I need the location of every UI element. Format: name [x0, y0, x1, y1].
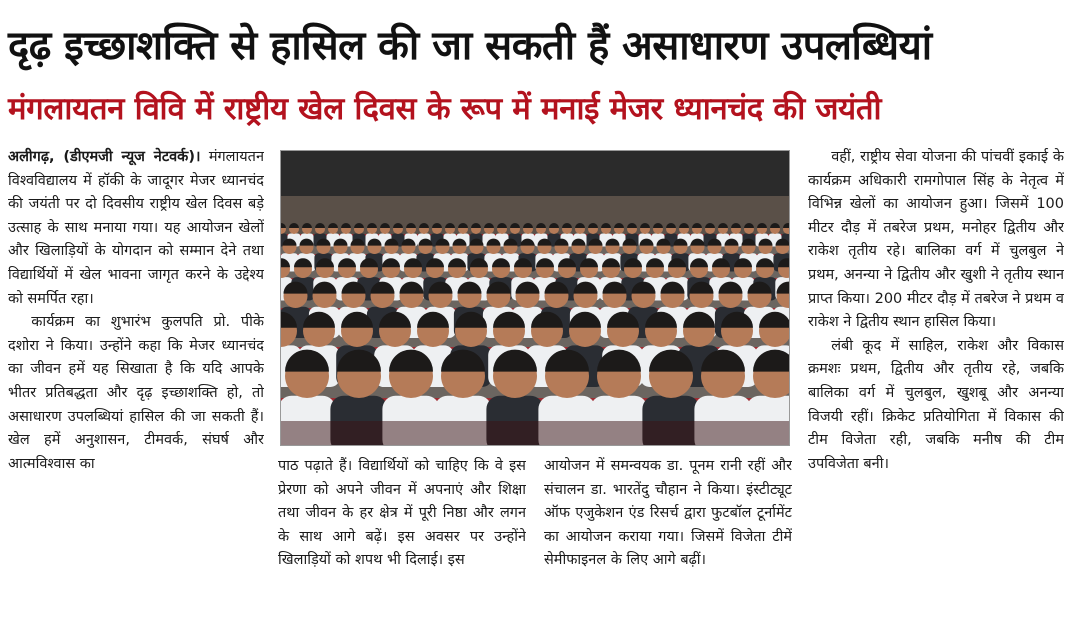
- paragraph: पाठ पढ़ाते हैं। विद्यार्थियों को चाहिए कि वे इस प्रेरणा को अपने जीवन में अपनाएं और शिक्षा तथा जीवन के हर क्षेत्र में पूरी निष्ठा और लगन के साथ आगे बढ़ें। इस अवसर पर उन्होंने खिलाड़ियों को शपथ भी दिलाई। इस: [278, 458, 526, 569]
- article-column-3: [544, 455, 792, 625]
- paragraph: कार्यक्रम का शुभारंभ कुलपति प्रो. पीके दशोरा ने किया। उन्होंने कहा कि मेजर ध्यानचंद का जीवन हमें यह सिखाता है कि यदि आपके भीतर प्रतिबद्धता और दृढ़ इच्छाशक्ति हो, तो असाधारण उपलब्धियां हासिल की जा सकती हैं। खेल हमें अनुशासन, टीमवर्क, संघर्ष और आत्मविश्वास का: [8, 314, 264, 472]
- dateline: अलीगढ़, (डीएमजी न्यूज नेटवर्क)।: [8, 149, 201, 165]
- ceiling: [281, 151, 789, 196]
- article-column-1: [8, 146, 264, 626]
- paragraph: [8, 146, 264, 311]
- foreground-shadow: [281, 421, 789, 445]
- subheadline: मंगलायतन विवि में राष्ट्रीय खेल दिवस के रूप में मनाई मेजर ध्यानचंद की जयंती: [8, 91, 882, 127]
- headline: दृढ़ इच्छाशक्ति से हासिल की जा सकती हैं असाधारण उपलब्धियां: [8, 23, 932, 69]
- paragraph: लंबी कूद में साहिल, राकेश और विकास क्रमशः प्रथम, द्वितीय और तृतीय रहे, जबकि बालिका वर्ग में चुलबुल, खुशबू और अनन्या विजयी रहीं। क्रिकेट प्रतियोगिता में विकास की टीम विजेता रही, जबकि मनीष की टीम उपविजेता बनी।: [808, 337, 1064, 472]
- paragraph: आयोजन में समन्वयक डा. पूनम रानी रहीं और संचालन डा. भारतेंदु चौहान ने किया। इंस्टीट्यूट ऑफ एजुकेशन एंड रिसर्च द्वारा फुटबॉल टूर्नामेंट का आयोजन कराया गया। जिसमें विजेता टीमें सेमीफाइनल के लिए आगे बढ़ीं।: [544, 458, 792, 569]
- paragraph-text: मंगलायतन विश्वविद्यालय में हॉकी के जादूगर मेजर ध्यानचंद की जयंती पर दो दिवसीय राष्ट्रीय खेल दिवस बड़े उत्साह के साथ मनाया गया। यह आयोजन खेलों और खिलाड़ियों के योगदान को सम्मान देने तथा विद्यार्थियों में खेल भावना जागृत करने के उद्देश्य को समर्पित रहा।: [8, 149, 264, 307]
- article-column-2: [278, 455, 526, 625]
- audience-photo-illustration: [281, 151, 789, 445]
- audience-photo: [280, 150, 790, 446]
- paragraph: वहीं, राष्ट्रीय सेवा योजना की पांचवीं इकाई के कार्यक्रम अधिकारी रामगोपाल सिंह के नेतृत्व में विभिन्न खेलों का आयोजन हुआ। जिसमें 100 मीटर दौड़ में तबरेज प्रथम, मनोहर द्वितीय और राकेश तृतीय रहे। बालिका वर्ग में चुलबुल ने प्रथम, अनन्या ने द्वितीय और खुशी ने तृतीय स्थान प्राप्त किया। 200 मीटर दौड़ में तबरेज ने प्रथम व राकेश ने द्वितीय स्थान हासिल किया।: [808, 149, 1064, 331]
- article-column-4: [808, 146, 1064, 626]
